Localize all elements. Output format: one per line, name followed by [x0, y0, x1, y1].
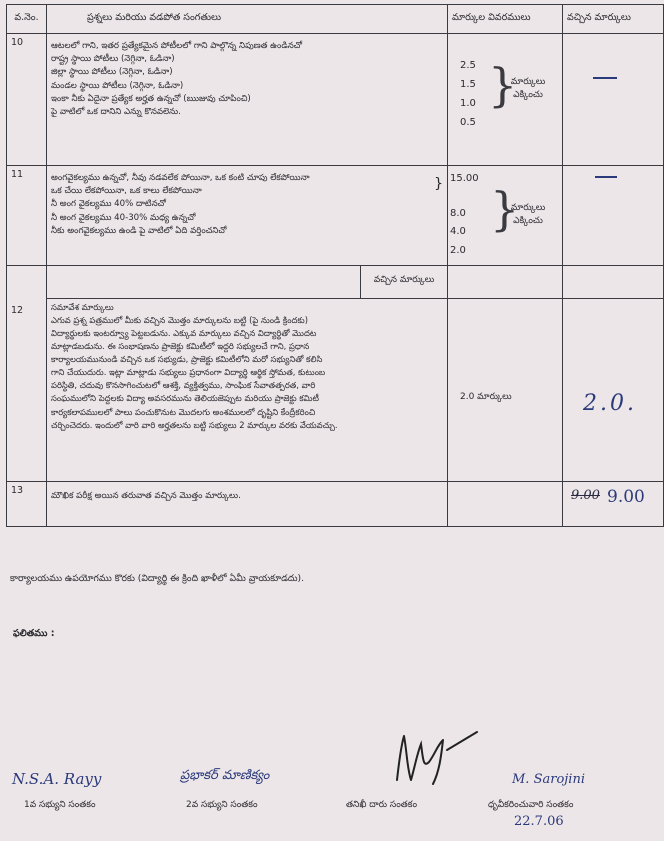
row-10-line: ఇంకా నీకు ఏదైనా ప్రత్యేక అర్హత ఉన్నచో (ఋజువు చూపించి): [51, 93, 251, 104]
row-12-mark: 2.0 మార్కులు: [460, 391, 512, 402]
row-12-para-line: గాని చేయుదురు. ఇట్లా మాట్లాడు సభ్యులు ప్రధానంగా విద్యార్థి ఆర్థిక స్తోమత, కుటుంబ: [51, 367, 326, 378]
row-11: [7, 165, 664, 265]
row-12-received-label: వచ్చిన మార్కులు: [360, 266, 447, 298]
marks-table: [6, 4, 664, 527]
signature-3-label: తనిఖీ దారు సంతకం: [346, 800, 418, 810]
row-10-given-mark: [593, 77, 617, 79]
row-12-para-line: కార్యాలయమునుండి వచ్చిన ఒక సభ్యుడు, ప్రాజెక్టు కమిటీలోని మరో సభ్యునితో కలిసి: [51, 354, 323, 365]
row-12-title: సమావేశ మార్కులు: [51, 301, 114, 312]
row-13-given: [563, 481, 664, 526]
row-12-given-value: 2.0.: [583, 390, 637, 416]
row-10-line: మండల స్థాయి పోటీలు (నెగ్గినా, ఓడినా): [51, 80, 184, 91]
signature-3-scribble: [385, 728, 480, 788]
signature-4: M. Sarojini: [512, 772, 585, 787]
result-label: ఫలితము :: [13, 628, 55, 639]
row-10-line: జిల్లా స్థాయి పోటీలు (నెగ్గినా, ఓడినా): [51, 67, 173, 78]
header-marks: మార్కుల వివరములు: [448, 5, 563, 34]
signature-date: 22.7.06: [514, 814, 564, 829]
row-11-line: నీకు అంగవైకల్యము ఉండి పై వాటిలో ఏది వర్తించనిచో: [51, 225, 227, 236]
row-10-brace: }: [488, 57, 518, 112]
header-given: వచ్చిన మార్కులు: [563, 5, 664, 34]
row-12-text: [47, 298, 448, 481]
row-10-mark: 1.0: [460, 97, 476, 109]
row-11-brace: }: [490, 181, 520, 236]
row-13-marks: [448, 481, 563, 526]
row-11-line: ఒక చేయి లేకపోయినా, ఒక కాలు లేకపోయినా: [51, 186, 202, 197]
row-11-mark: 4.0: [450, 225, 466, 237]
row-12-para-line: కార్యకలాపములలో పాలు పంచుకొనుట మొదలగు అంశములలో దృష్టిని కేంద్రీకరించి: [51, 406, 316, 417]
signature-2-label: 2వ సభ్యుని సంతకం: [186, 800, 258, 810]
row-11-small-brace: }: [434, 175, 443, 192]
row-11-mark: 15.00: [450, 172, 479, 184]
office-note: కార్యాలయము ఉపయోగము కొరకు (విద్యార్థి ఈ క్రింది ఖాళీలో ఏమీ వ్రాయకూడదు).: [10, 573, 305, 584]
row-10-line: రాష్ట్ర స్థాయి పోటీలు (నెగ్గినా, ఓడినా): [51, 54, 175, 65]
signature-1-label: 1వ సభ్యుని సంతకం: [24, 800, 96, 810]
row-10-no: 10: [7, 33, 47, 165]
row-12-marks: [448, 298, 563, 481]
row-12-no: 12: [7, 265, 47, 481]
row-11-mark: 2.0: [450, 244, 466, 256]
row-13-text: మౌఖిక పరీక్ష అయిన తరువాత వచ్చిన మొత్తం మార్కులు.: [47, 481, 448, 526]
row-11-line: నీ అంగ వైకల్యము 40% దాటినచో: [51, 199, 166, 210]
header-question: ప్రశ్నలు మరియు వడపోత సంగతులు: [47, 5, 448, 34]
header-no: వ.నెం.: [7, 5, 47, 34]
row-11-given: [563, 165, 664, 265]
signature-2: ప్రభాకర్ మాణిక్యం: [180, 768, 270, 783]
row-13-given-value: 9.00: [607, 486, 645, 507]
row-12-para-line: ఎగువ ప్రశ్న పత్రములో మీకు వచ్చిన మొత్తం మార్కులను బట్టి (పై నుండి క్రిందకు): [51, 314, 308, 325]
row-12-given: [563, 298, 664, 481]
row-12-para-line: సంఘములోని పెద్దలకు విద్యా అవసరమును తెలియజెప్పుట మరియు ప్రాజెక్టు కమిటీ: [51, 393, 319, 404]
row-12-para-line: చర్చించెదరు. ఇందులో వారి వారి అర్హతలను బట్టి సభ్యులు 2 మార్కుల వరకు వేయవచ్చు.: [51, 419, 338, 430]
row-11-given-mark: [595, 176, 617, 178]
row-11-line: నీ అంగ వైకల్యము 40-30% మధ్య ఉన్నచో: [51, 212, 196, 223]
row-11-line: అంగవైకల్యము ఉన్నచో, నీవు నడవలేక పోయినా, ఒక కంటి చూపు లేకపోయినా: [51, 172, 310, 183]
row-10-given: [563, 33, 664, 165]
row-11-note: మార్కులు ఎక్కించు: [510, 202, 546, 226]
row-10-note: మార్కులు ఎక్కించు: [510, 76, 546, 100]
row-12-header-given: [563, 265, 664, 298]
row-10: [7, 33, 664, 165]
row-10-line: ఆటలలో గాని, ఇతర ప్రత్యేకమైన పోటీలలో గాని పాల్గొన్న నిపుణత ఉండినచో: [51, 40, 303, 51]
row-11-text: [47, 165, 448, 265]
signature-4-label: ధృవీకరించువారి సంతకం: [488, 800, 574, 810]
row-10-marks: [448, 33, 563, 165]
row-10-mark: 2.5: [460, 59, 476, 71]
row-12-header-marks: [448, 265, 563, 298]
row-10-mark: 1.5: [460, 78, 476, 90]
row-10-text: [47, 33, 448, 165]
row-12-received-wrap: [47, 265, 448, 298]
row-12-para-line: మాట్లాడబడును. ఈ సంభాషణను ప్రాజెక్టు కమిటీలో ఇద్దరి సభ్యులచే గాని, ప్రధాన: [51, 341, 310, 352]
row-13-no: 13: [7, 481, 47, 526]
row-12-para-line: విద్యార్థులకు ఇంటర్వ్యూ పెట్టబడును. ఎక్కువ మార్కులు వచ్చిన విద్యార్థితో మొదట: [51, 327, 317, 338]
row-12-header: [7, 265, 664, 298]
table-header: [7, 5, 664, 34]
row-11-no: 11: [7, 165, 47, 265]
row-10-mark: 0.5: [460, 116, 476, 128]
row-12-para-line: పరిస్థితి, చదువు కొనసాగించుటలో ఆశక్తి, వ్యక్తిత్వము, సాంఘిక సేవాతత్పరత, వారి: [51, 380, 316, 391]
row-11-mark: 8.0: [450, 207, 466, 219]
signature-1: N.S.A. Rayy: [12, 770, 102, 788]
row-11-marks: [448, 165, 563, 265]
row-10-line: పై వాటిలో ఒక దానిని ఎన్ను కొనవలెను.: [51, 107, 181, 118]
row-13-struck-value: 9.00: [571, 487, 600, 503]
row-12: [7, 298, 664, 481]
row-13: [7, 481, 664, 526]
